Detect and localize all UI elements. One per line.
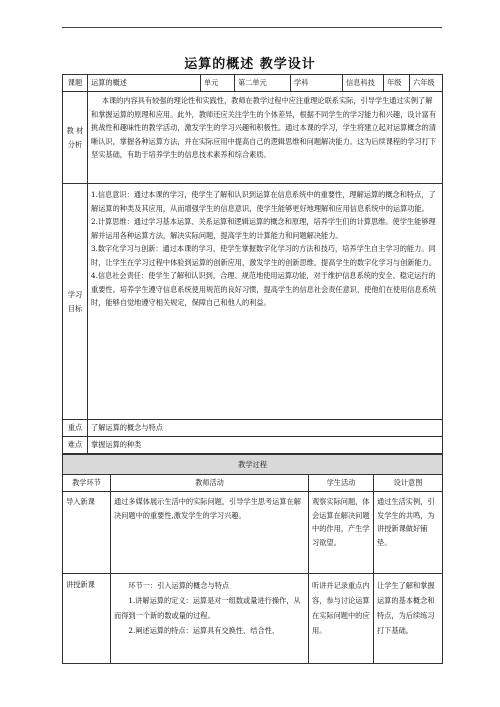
column-teacher: 教师活动 [111, 475, 309, 492]
objective-item: 1.信息意识：通过本课的学习，使学生了解和认识到运算在信息系统中的重要性，理解运算的概念和特点，了解运算的种类及其应用，从而增强学生的信息意识，使学生能够更好地理解和应用信息系统中的运算功能。 [91, 190, 436, 213]
info-table [62, 74, 443, 454]
grade-label: 年级 [384, 75, 410, 92]
process-header: 教学过程 [63, 455, 443, 475]
stage-new-lesson: 讲授新课 [63, 574, 111, 664]
difficulty-row [63, 437, 443, 454]
process-table [62, 454, 443, 664]
design-intent-intro: 通过生活实例，引发学生的共鸣，为讲授新课做好铺垫。 [374, 492, 443, 574]
objective-item: 4.信息社会责任：使学生了解和认识到，合理、规范地使用运算功能，对于维护信息系统的安全、稳定运行的重要性。培养学生遵守信息系统使用规范的良好习惯，提高学生的信息社会责任意识，使他们在使用信息系统时，能够自觉地遵守相关规定，保障自己和他人的利益。 [91, 271, 437, 307]
column-stage: 教学环节 [63, 475, 111, 492]
grade-value: 六年级 [410, 75, 443, 92]
subject-value: 信息科技 [343, 75, 384, 92]
design-intent-new-lesson: 让学生了解和掌握运算的基本概念和特点，为后续练习打下基础。 [374, 574, 443, 664]
column-intent: 设计意图 [374, 475, 443, 492]
process-row-new-lesson [63, 574, 443, 664]
subject-label: 学科 [291, 75, 343, 92]
student-activity-intro: 观察实际问题，体会运算在解决问题中的作用，产生学习欲望。 [309, 492, 374, 574]
student-activity-new-lesson: 听讲并记录重点内容，参与讨论运算在实际问题中的应用。 [309, 574, 374, 664]
objectives-cell [88, 184, 443, 420]
info-row [63, 75, 443, 92]
objectives-label: 学习 目标 [63, 184, 88, 420]
objective-item: 3.数字化学习与创新：通过本课的学习，使学生掌握数字化学习的方法和技巧，培养学生自主学习的能力。同时，让学生在学习过程中体验到运算的创新应用，激发学生的创新思维，提高学生的数字化学习与创新能力。 [91, 244, 437, 267]
unit-value: 第二单元 [235, 75, 291, 92]
process-column-row [63, 475, 443, 492]
teacher-activity-intro: 通过多媒体展示生活中的实际问题，引导学生思考运算在解决问题中的重要性,激发学生的学习兴趣。 [111, 492, 309, 574]
objective-item: 2.计算思维：通过学习基本运算、关系运算和逻辑运算的概念和原理，培养学生们的计算思维。使学生能够理解并运用各种运算方法，解决实际问题，提高学生的计算能力和问题解决能力。 [91, 217, 436, 240]
objectives-row [63, 184, 443, 420]
key-point-text: 了解运算的概念与特点 [88, 420, 443, 437]
analysis-row [63, 92, 443, 184]
analysis-text: 本课的内容具有较强的理论性和实践性，教师在教学过程中应注重理论联系实际，引导学生通过实例了解和掌握运算的原理和应用。此外，教师还应关注学生的个体差异，根据不同学生的学习能力和兴趣，设计富有挑战性和趣味性的教学活动，激发学生的学习兴趣和积极性。通过本课的学习，学生将建立起对运算概念的清晰认识，掌握各种运算方法，并在实际应用中提高自己的逻辑思维和问题解决能力。这为后续课程的学习打下坚实基础，有助于培养学生的信息技术素养和综合素质。 [91, 96, 437, 159]
page-top-rule [62, 27, 442, 28]
document-title: 运算的概述 教学设计 [184, 57, 316, 72]
key-point-label: 重点 [63, 420, 88, 437]
process-header-row [63, 455, 443, 475]
analysis-text-cell [88, 92, 443, 184]
analysis-label: 教 材 分析 [63, 92, 88, 184]
unit-label: 单元 [201, 75, 235, 92]
lesson-plan-table [62, 74, 442, 664]
column-student: 学生活动 [309, 475, 374, 492]
topic-value: 运算的概述 [88, 75, 201, 92]
stage-intro: 导入新课 [63, 492, 111, 574]
process-row-intro [63, 492, 443, 574]
topic-label: 课题 [63, 75, 88, 92]
teacher-activity-new-lesson: 环节一：引入运算的概念与特点 1.讲解运算的定义：运算是对一组数或量进行操作，从而得到一个新的数或量的过程。 2.阐述运算的特点：运算具有交换性、结合性、 [111, 574, 309, 664]
key-point-row [63, 420, 443, 437]
difficulty-text: 掌握运算的种类 [88, 437, 443, 454]
difficulty-label: 难点 [63, 437, 88, 454]
